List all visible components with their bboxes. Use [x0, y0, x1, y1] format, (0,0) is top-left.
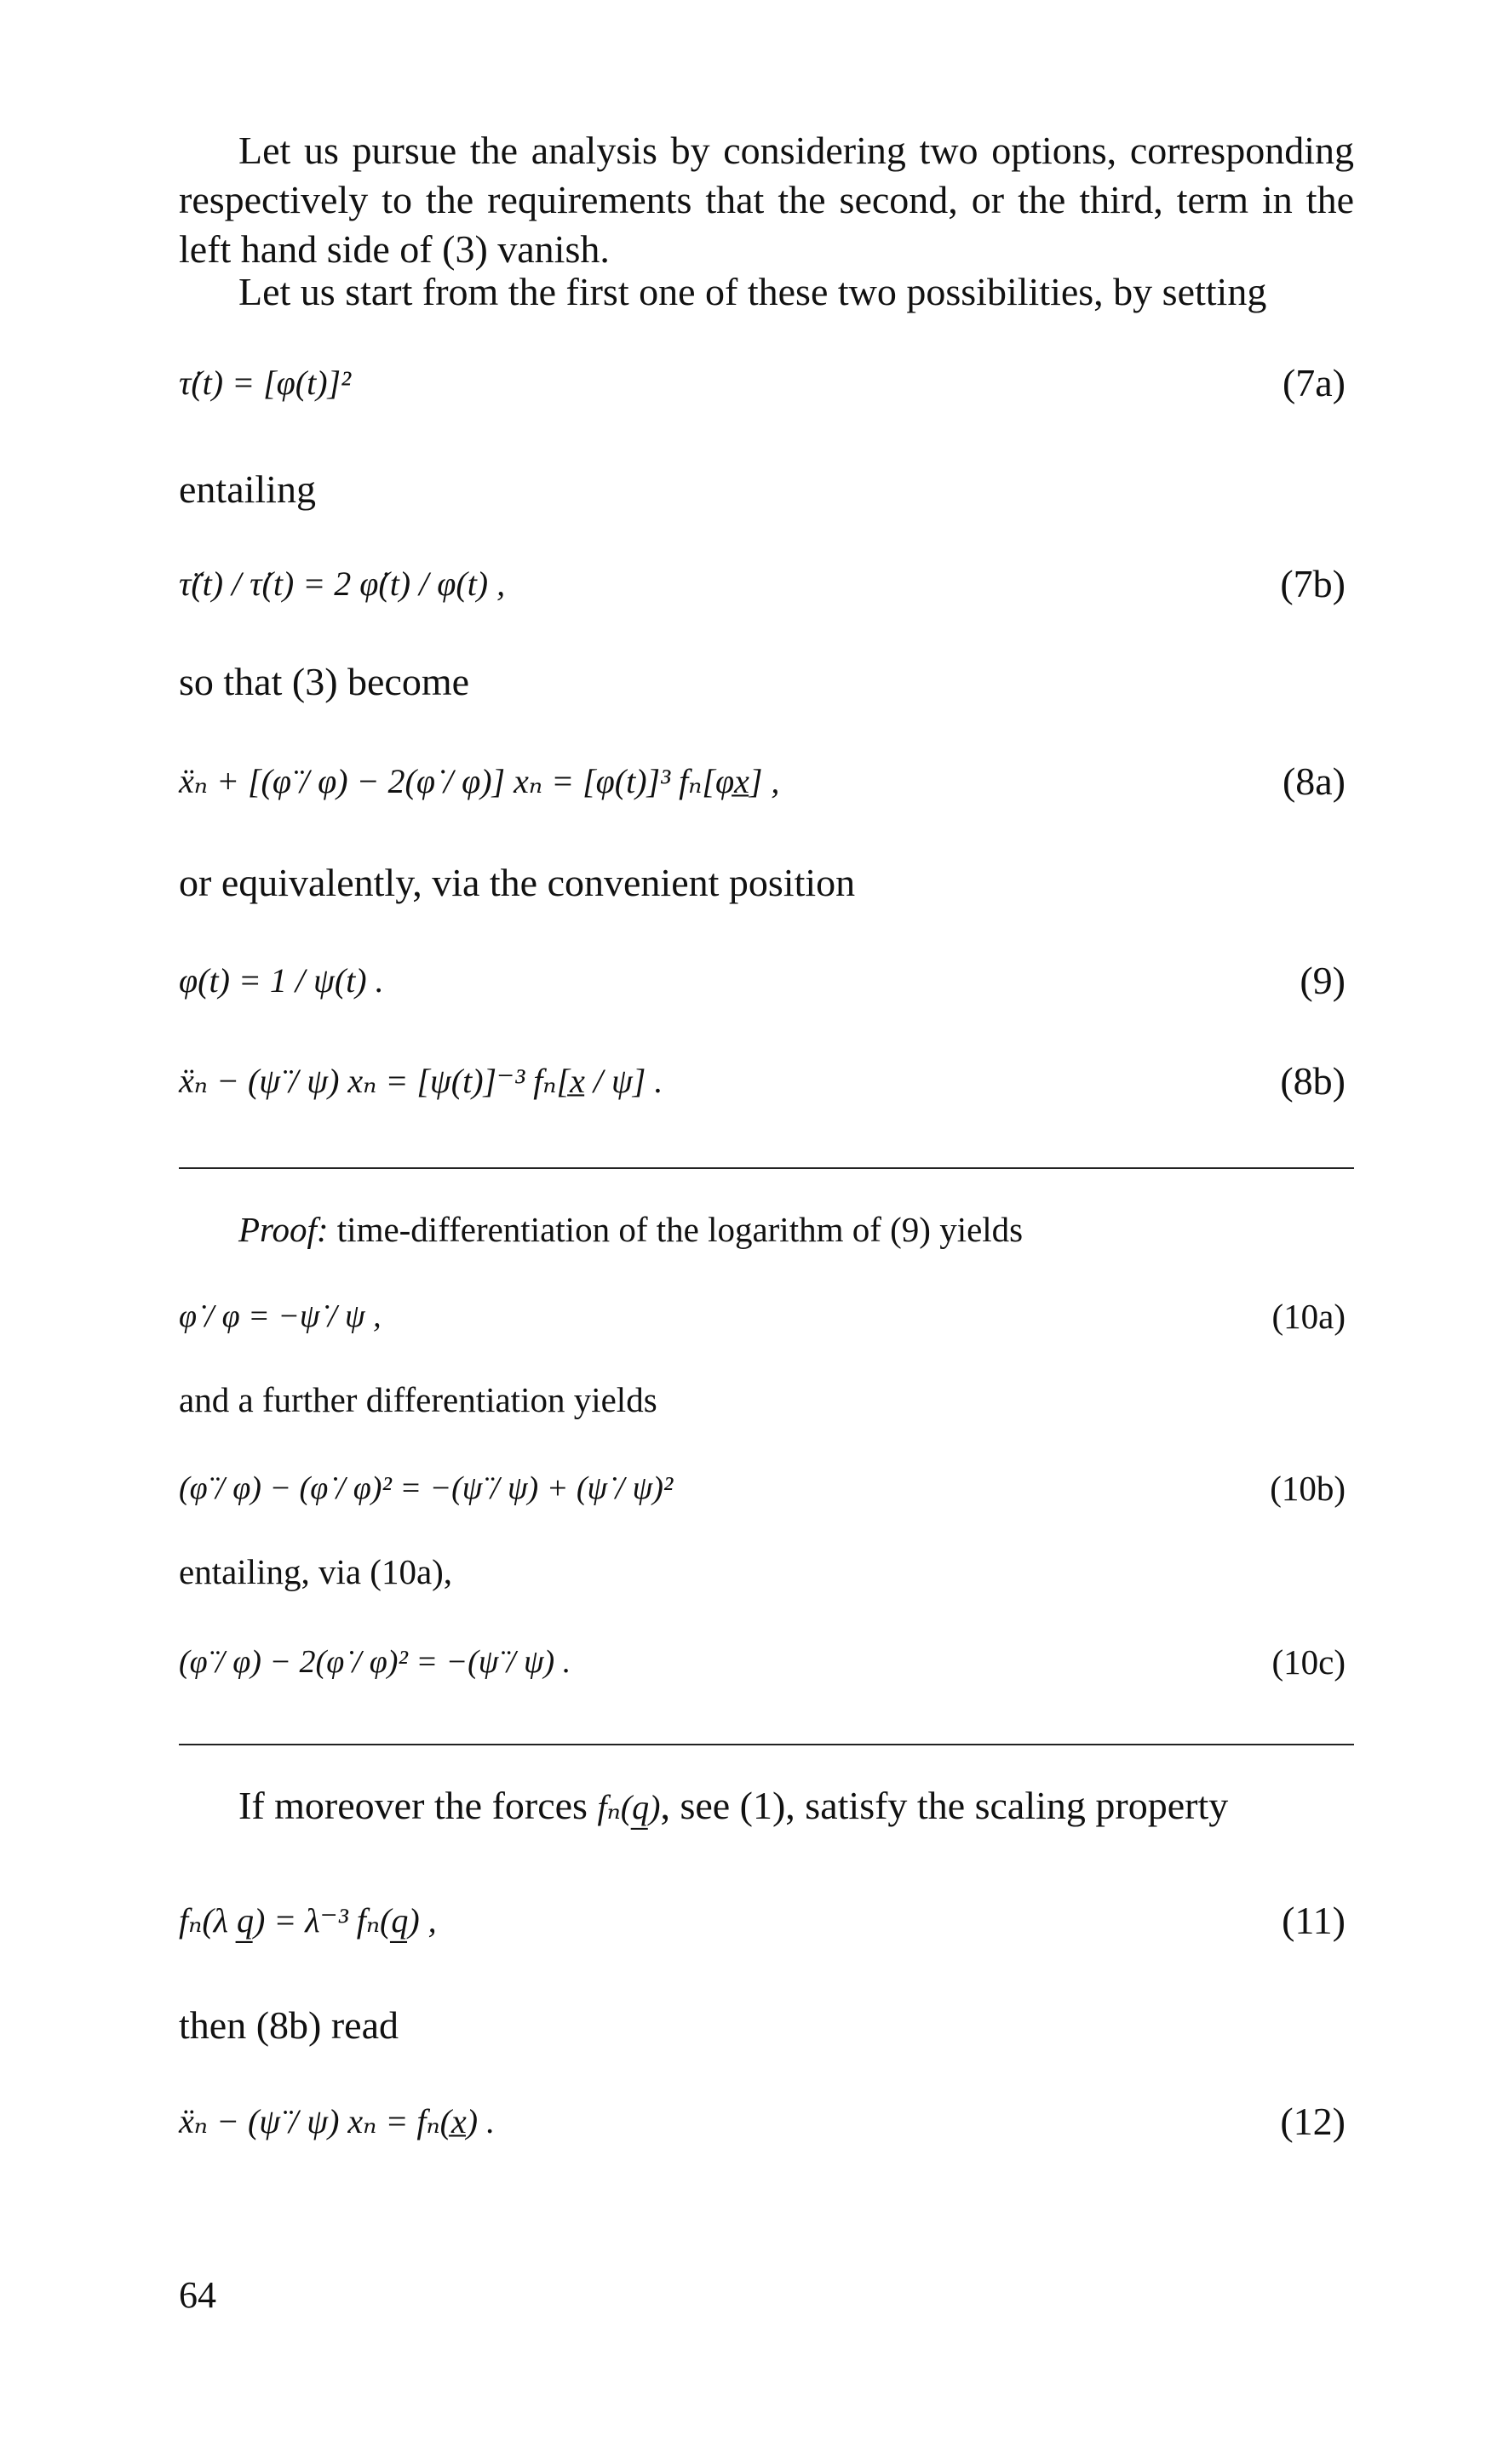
equation-7a-number: (7a) [1282, 361, 1346, 404]
text-entailing-via: entailing, via (10a), [179, 1552, 453, 1591]
equation-8b-number: (8b) [1280, 1059, 1346, 1103]
equation-8a-formula: ẍₙ + [(φ̈ / φ) − 2(φ̇ / φ)] xₙ = [φ(t)]³ fₙ[φx̲] , [179, 762, 780, 800]
proof-top-rule [179, 1167, 1354, 1169]
equation-11-number: (11) [1282, 1899, 1346, 1942]
text-further-differentiation: and a further differentiation yields [179, 1380, 657, 1419]
text-so-that: so that (3) become [179, 660, 470, 703]
equation-10b-formula: (φ̈ / φ) − (φ̇ / φ)² = −(ψ̈ / ψ) + (ψ̇ / ψ)² [179, 1470, 674, 1506]
equation-11 [179, 1895, 1346, 1946]
equation-7a [179, 358, 1346, 409]
scaling-forces-symbol: fₙ(q̲) [597, 1788, 661, 1826]
equation-10a-number: (10a) [1271, 1297, 1346, 1336]
equation-12 [179, 2096, 1346, 2147]
equation-9-formula: φ(t) = 1 / ψ(t) . [179, 961, 384, 1000]
proof-bottom-rule [179, 1744, 1354, 1745]
proof-label: Proof: [238, 1210, 329, 1249]
equation-12-formula: ẍₙ − (ψ̈ / ψ) xₙ = fₙ(x̲) . [179, 2102, 496, 2140]
equation-7b-formula: τ̈(t) / τ̇(t) = 2 φ̇(t) / φ(t) , [179, 564, 506, 603]
equation-7b [179, 559, 1346, 610]
paragraph-scaling [179, 1781, 1354, 1832]
equation-9-number: (9) [1300, 959, 1346, 1002]
equation-7b-number: (7b) [1280, 562, 1346, 605]
equation-8a-number: (8a) [1282, 759, 1346, 803]
equation-8b [179, 1056, 1346, 1107]
page-number: 64 [179, 2274, 216, 2316]
equation-10c-number: (10c) [1271, 1642, 1346, 1682]
paragraph-setting: Let us start from the first one of these two possibilities, by setting [238, 270, 1267, 313]
scaling-text-start: If moreover the forces [238, 1784, 598, 1827]
equation-11-formula: fₙ(λ q̲) = λ⁻³ fₙ(q̲) , [179, 1901, 437, 1940]
equation-10a [179, 1291, 1346, 1342]
equation-12-number: (12) [1280, 2100, 1346, 2143]
scaling-text-end: , see (1), satisfy the scaling property [660, 1784, 1229, 1827]
proof-paragraph [179, 1207, 1354, 1252]
text-entailing: entailing [179, 467, 316, 511]
proof-text: time-differentiation of the logarithm of (9) yields [328, 1210, 1024, 1249]
text-then: then (8b) read [179, 2003, 399, 2047]
equation-10c [179, 1636, 1346, 1688]
equation-10b-number: (10b) [1270, 1469, 1346, 1508]
paragraph-intro: Let us pursue the analysis by considering two options, corresponding respectively to the requirements that the second, or the third, term in the left hand side of (3) vanish. [179, 129, 1354, 271]
equation-8a [179, 756, 1346, 807]
equation-9 [179, 955, 1346, 1006]
equation-10a-formula: φ̇ / φ = −ψ̇ / ψ , [179, 1298, 382, 1334]
equation-10b [179, 1463, 1346, 1514]
equation-7a-formula: τ̇(t) = [φ(t)]² [179, 364, 352, 402]
equation-8b-formula: ẍₙ − (ψ̈ / ψ) xₙ = [ψ(t)]⁻³ fₙ[x̲ / ψ] . [179, 1062, 663, 1100]
equation-10c-formula: (φ̈ / φ) − 2(φ̇ / φ)² = −(ψ̈ / ψ) . [179, 1644, 571, 1680]
text-or-equivalently: or equivalently, via the convenient position [179, 861, 856, 904]
